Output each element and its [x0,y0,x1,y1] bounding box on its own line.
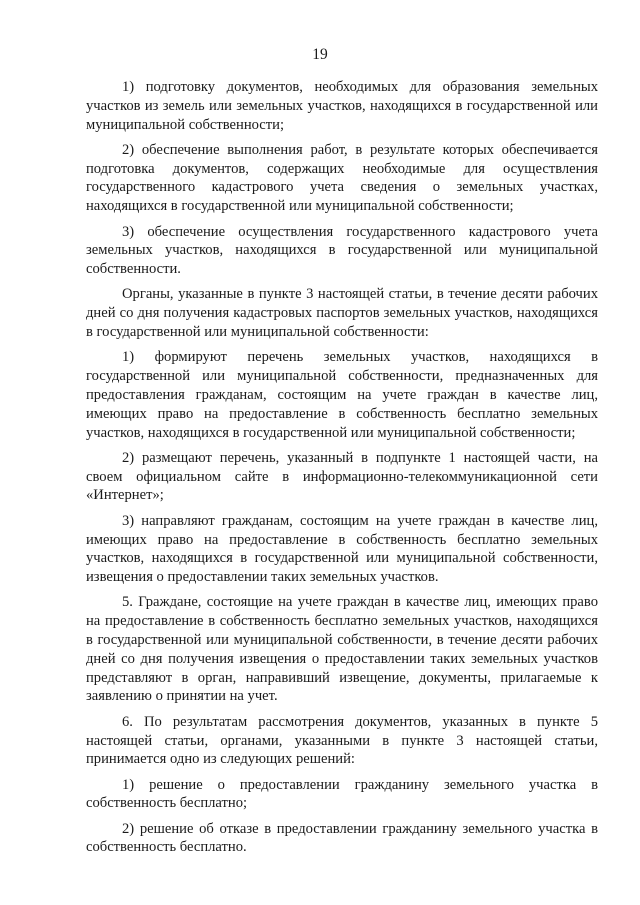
paragraph-decision-grant: 1) решение о предоставлении гражданину земельного участка в собственность бесплатно; [86,776,598,812]
paragraph-clause-5: 5. Граждане, состоящие на учете граждан в качестве лиц, имеющих право на предоставление в собственность бесплатно земельных участков, находящихся в государственной или муниципальной собственности, в течение десяти рабочих дней со дня получения извещения о предоставлении таких земельных участков представляют в орган, направивший извещение, документы, прилагаемые к заявлению о принятии на учет. [86,594,598,705]
paragraph-send-notices: 3) направляют гражданам, состоящим на учете граждан в качестве лиц, имеющих право на предоставление в собственность бесплатно земельных участков, находящихся в государственной или муниципальной собственности, извещения о предоставлении таких земельных участков. [86,512,598,586]
paragraph-publish-list: 2) размещают перечень, указанный в подпункте 1 настоящей части, на своем официальном сайте в информационно-телекоммуникационной сети «Интернет»; [86,449,598,504]
document-body [86,78,598,864]
paragraph-item-2: 2) обеспечение выполнения работ, в результате которых обеспечивается подготовка документов, содержащих необходимые для осуществления государственного кадастрового учета сведения о земельных участках, находящихся в государственной или муниципальной собственности; [86,141,598,215]
paragraph-form-list: 1) формируют перечень земельных участков, находящихся в государственной или муниципальной собственности, предназначенных для предоставления гражданам, состоящим на учете граждан в качестве лиц, имеющих право на предоставление в собственность бесплатно земельных участков, находящихся в государственной или муниципальной собственности; [86,349,598,441]
paragraph-clause-6: 6. По результатам рассмотрения документов, указанных в пункте 5 настоящей статьи, органами, указанными в пункте 3 настоящей статьи, принимается одно из следующих решений: [86,713,598,768]
paragraph-decision-refuse: 2) решение об отказе в предоставлении гражданину земельного участка в собственность бесплатно. [86,820,598,856]
page-number: 19 [312,46,328,63]
paragraph-organs-intro: Органы, указанные в пункте 3 настоящей статьи, в течение десяти рабочих дней со дня получения кадастровых паспортов земельных участков, находящихся в государственной или муниципальной собственности: [86,286,598,341]
paragraph-item-3: 3) обеспечение осуществления государственного кадастрового учета земельных участков, находящихся в государственной или муниципальной собственности. [86,223,598,278]
paragraph-item-1: 1) подготовку документов, необходимых для образования земельных участков из земель или земельных участков, находящихся в государственной или муниципальной собственности; [86,79,598,133]
